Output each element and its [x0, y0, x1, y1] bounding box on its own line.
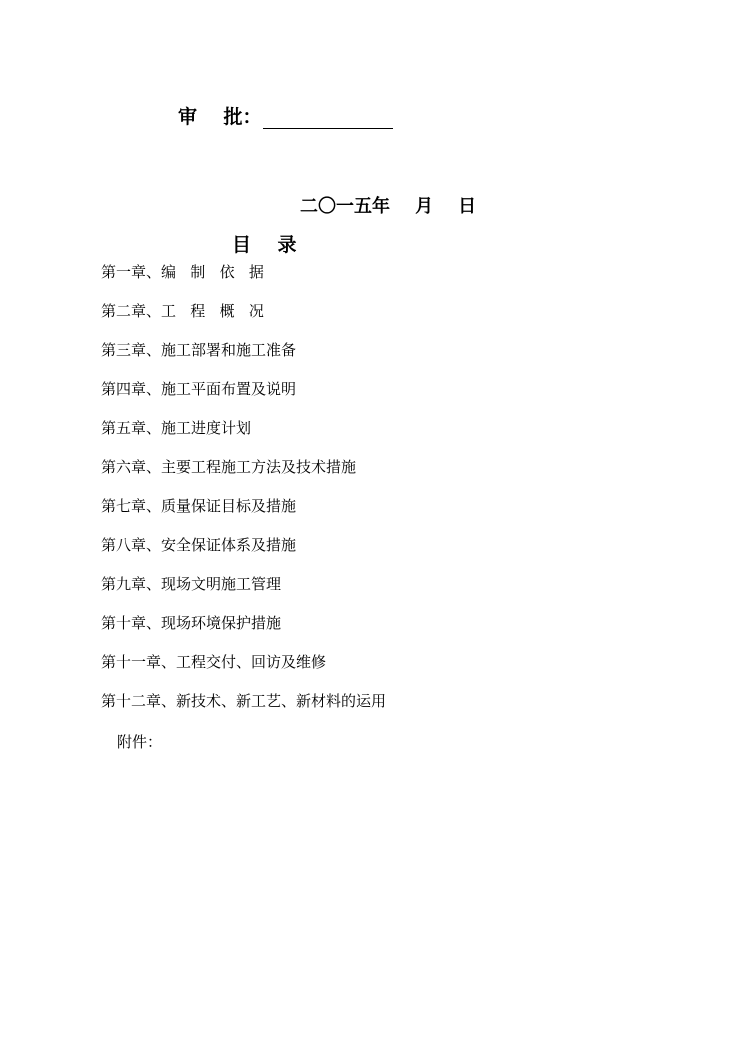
- toc-item: 第七章、质量保证目标及措施: [101, 497, 297, 515]
- approval-label: 审 批：: [178, 106, 262, 128]
- approval-line: [178, 102, 393, 129]
- toc-list: [101, 262, 386, 730]
- toc-item: 第十二章、新技术、新工艺、新材料的运用: [101, 692, 387, 710]
- toc-item: 第八章、安全保证体系及措施: [101, 536, 297, 554]
- toc-item: 第三章、施工部署和施工准备: [101, 341, 297, 359]
- toc-item: 第四章、施工平面布置及说明: [101, 380, 297, 398]
- toc-item: 第五章、施工进度计划: [101, 419, 252, 437]
- toc-title: 目 录: [232, 234, 297, 256]
- toc-item: 第十一章、工程交付、回访及维修: [101, 653, 327, 671]
- toc-item: 第九章、现场文明施工管理: [101, 575, 282, 593]
- toc-item: 第二章、工 程 概 况: [101, 302, 264, 320]
- attachment-label: 附件：: [117, 733, 163, 751]
- document-date: 二〇一五年 月 日: [300, 196, 477, 217]
- toc-item: 第一章、编 制 依 据: [101, 263, 264, 281]
- approval-signature-field: [263, 108, 393, 129]
- toc-item: 第六章、主要工程施工方法及技术措施: [101, 458, 357, 476]
- toc-item: 第十章、现场环境保护措施: [101, 614, 282, 632]
